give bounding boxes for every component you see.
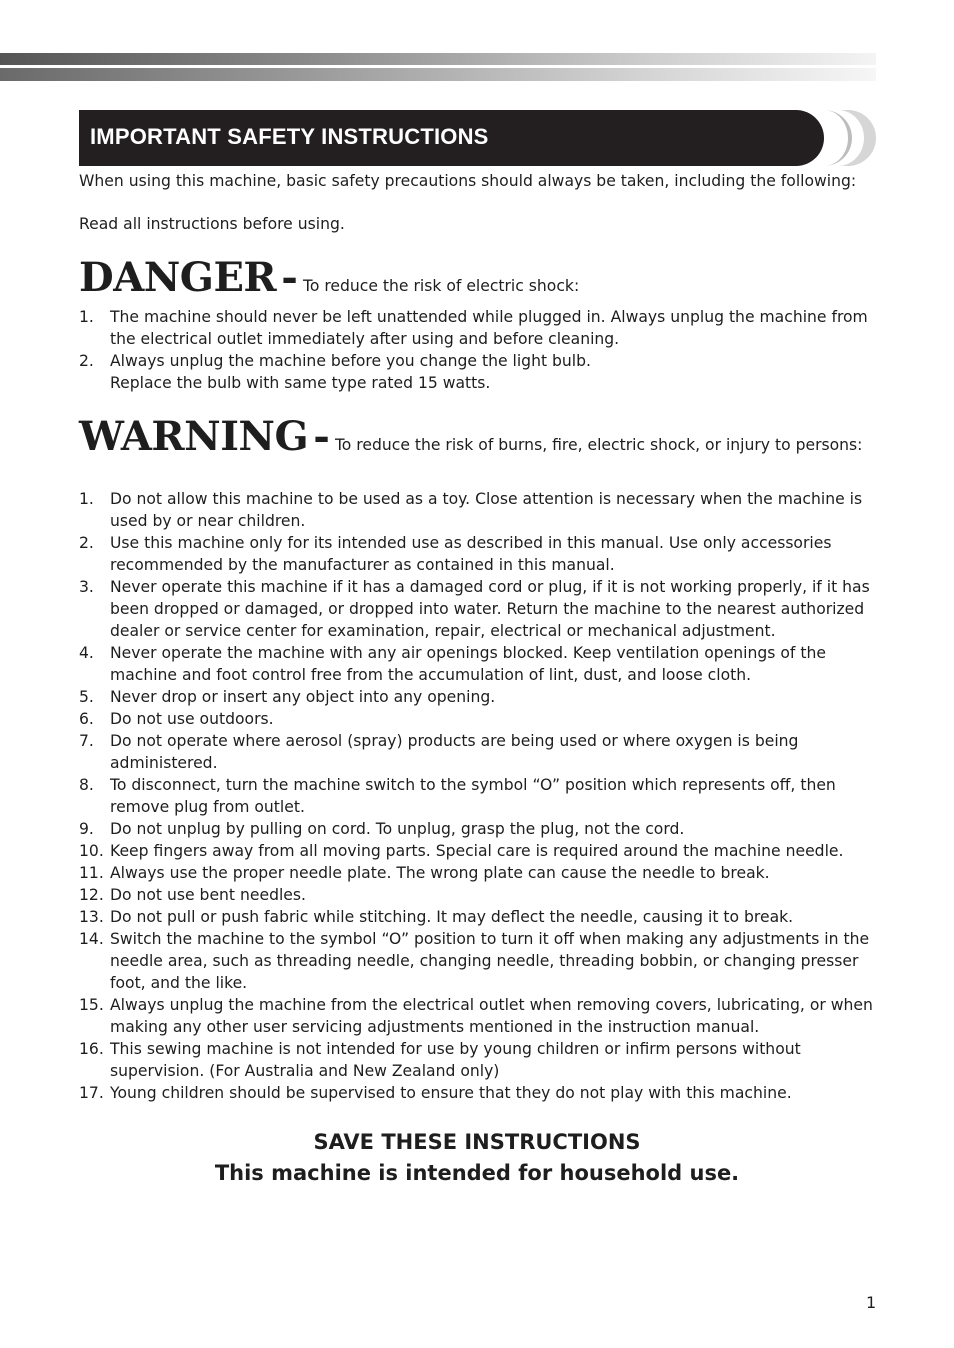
list-item-number: 1. (79, 308, 94, 326)
danger-heading (79, 254, 579, 301)
list-item-number: 9. (79, 820, 94, 838)
list-item (79, 906, 879, 928)
section-title: IMPORTANT SAFETY INSTRUCTIONS (90, 124, 489, 149)
list-item (79, 708, 879, 730)
list-item (79, 840, 879, 862)
list-item (79, 818, 879, 840)
list-item-text: Always unplug the machine before you change the light bulb. Replace the bulb with same type rated 15 watts. (110, 352, 592, 392)
list-item-text: The machine should never be left unattended while plugged in. Always unplug the machine from the electrical outlet immediately after using and before cleaning. (110, 308, 868, 348)
list-item-number: 12. (79, 886, 104, 904)
list-item (79, 642, 879, 686)
list-item-text: To disconnect, turn the machine switch to the symbol “O” position which represents off, then remove plug from outlet. (110, 776, 836, 816)
list-item (79, 884, 879, 906)
list-item-number: 8. (79, 776, 94, 794)
list-item-text: This sewing machine is not intended for use by young children or infirm persons without supervision. (For Australia and New Zealand only) (110, 1040, 801, 1080)
household-use-notice: This machine is intended for household use. (214, 1161, 740, 1185)
warning-subtitle: To reduce the risk of burns, fire, electric shock, or injury to persons: (334, 436, 863, 454)
list-item (79, 928, 879, 994)
list-item (79, 306, 879, 350)
warning-word: WARNING (79, 413, 309, 460)
list-item-text: Never drop or insert any object into any opening. (110, 688, 496, 706)
list-item (79, 532, 879, 576)
danger-subtitle: To reduce the risk of electric shock: (302, 277, 580, 295)
list-item-number: 5. (79, 688, 94, 706)
list-item (79, 1082, 879, 1104)
list-item-text: Always unplug the machine from the electrical outlet when removing covers, lubricating, or when making any other user servicing adjustments mentioned in the instruction manual. (110, 996, 873, 1036)
list-item (79, 774, 879, 818)
intro-text: When using this machine, basic safety precautions should always be taken, including the following: (79, 172, 857, 190)
list-item (79, 686, 879, 708)
danger-dash: - (281, 254, 298, 301)
banner-end-cap-icon (820, 110, 876, 166)
list-item-text: Use this machine only for its intended use as described in this manual. Use only accessories recommended by the manufacturer as contained in this manual. (110, 534, 832, 574)
list-item-text: Never operate this machine if it has a damaged cord or plug, if it is not working properly, if it has been dropped or damaged, or dropped into water. Return the machine to the nearest authorized dealer or service center for examination, repair, electrical or mechanical adjustment. (110, 578, 870, 640)
list-item-text: Young children should be supervised to ensure that they do not play with this machine. (110, 1084, 792, 1102)
list-item (79, 350, 879, 394)
list-item-text: Never operate the machine with any air openings blocked. Keep ventilation openings of the machine and foot control free from the accumulation of lint, dust, and loose cloth. (110, 644, 826, 684)
list-item-text: Always use the proper needle plate. The wrong plate can cause the needle to break. (110, 864, 770, 882)
header-stripe-upper (0, 53, 876, 65)
list-item-number: 2. (79, 534, 94, 552)
warning-list (79, 488, 879, 1104)
list-item-number: 14. (79, 930, 104, 948)
list-item-text: Do not operate where aerosol (spray) products are being used or where oxygen is being administered. (110, 732, 799, 772)
list-item (79, 994, 879, 1038)
list-item-number: 1. (79, 490, 94, 508)
list-item-number: 13. (79, 908, 104, 926)
list-item-number: 16. (79, 1040, 104, 1058)
list-item (79, 862, 879, 884)
list-item-number: 7. (79, 732, 94, 750)
list-item-number: 11. (79, 864, 104, 882)
danger-list (79, 306, 879, 394)
list-item-number: 15. (79, 996, 104, 1014)
list-item-number: 17. (79, 1084, 104, 1102)
list-item-number: 2. (79, 352, 94, 370)
list-item-text: Do not use outdoors. (110, 710, 274, 728)
list-item (79, 1038, 879, 1082)
list-item-text: Do not allow this machine to be used as a toy. Close attention is necessary when the machine is used by or near children. (110, 490, 863, 530)
list-item-number: 4. (79, 644, 94, 662)
warning-dash: - (313, 413, 330, 460)
warning-heading (79, 413, 862, 460)
list-item-text: Do not use bent needles. (110, 886, 306, 904)
list-item-text: Keep fingers away from all moving parts. Special care is required around the machine needle. (110, 842, 844, 860)
decorative-header-bar (0, 53, 876, 81)
list-item-number: 3. (79, 578, 94, 596)
intro-read-instructions: Read all instructions before using. (79, 215, 345, 233)
list-item-number: 6. (79, 710, 94, 728)
list-item (79, 730, 879, 774)
list-item-text: Do not unplug by pulling on cord. To unplug, grasp the plug, not the cord. (110, 820, 685, 838)
danger-word: DANGER (79, 254, 277, 301)
list-item (79, 488, 879, 532)
list-item-text: Do not pull or push fabric while stitching. It may deflect the needle, causing it to break. (110, 908, 794, 926)
list-item-text: Switch the machine to the symbol “O” position to turn it off when making any adjustments in the needle area, such as threading needle, changing needle, threading bobbin, or changing presser foot, and the like. (110, 930, 870, 992)
list-item (79, 576, 879, 642)
list-item-number: 10. (79, 842, 104, 860)
page-number: 1 (866, 1293, 877, 1312)
header-stripe-lower (0, 68, 876, 81)
section-title-banner (79, 110, 824, 166)
save-instructions-heading: SAVE THESE INSTRUCTIONS (313, 1130, 641, 1154)
